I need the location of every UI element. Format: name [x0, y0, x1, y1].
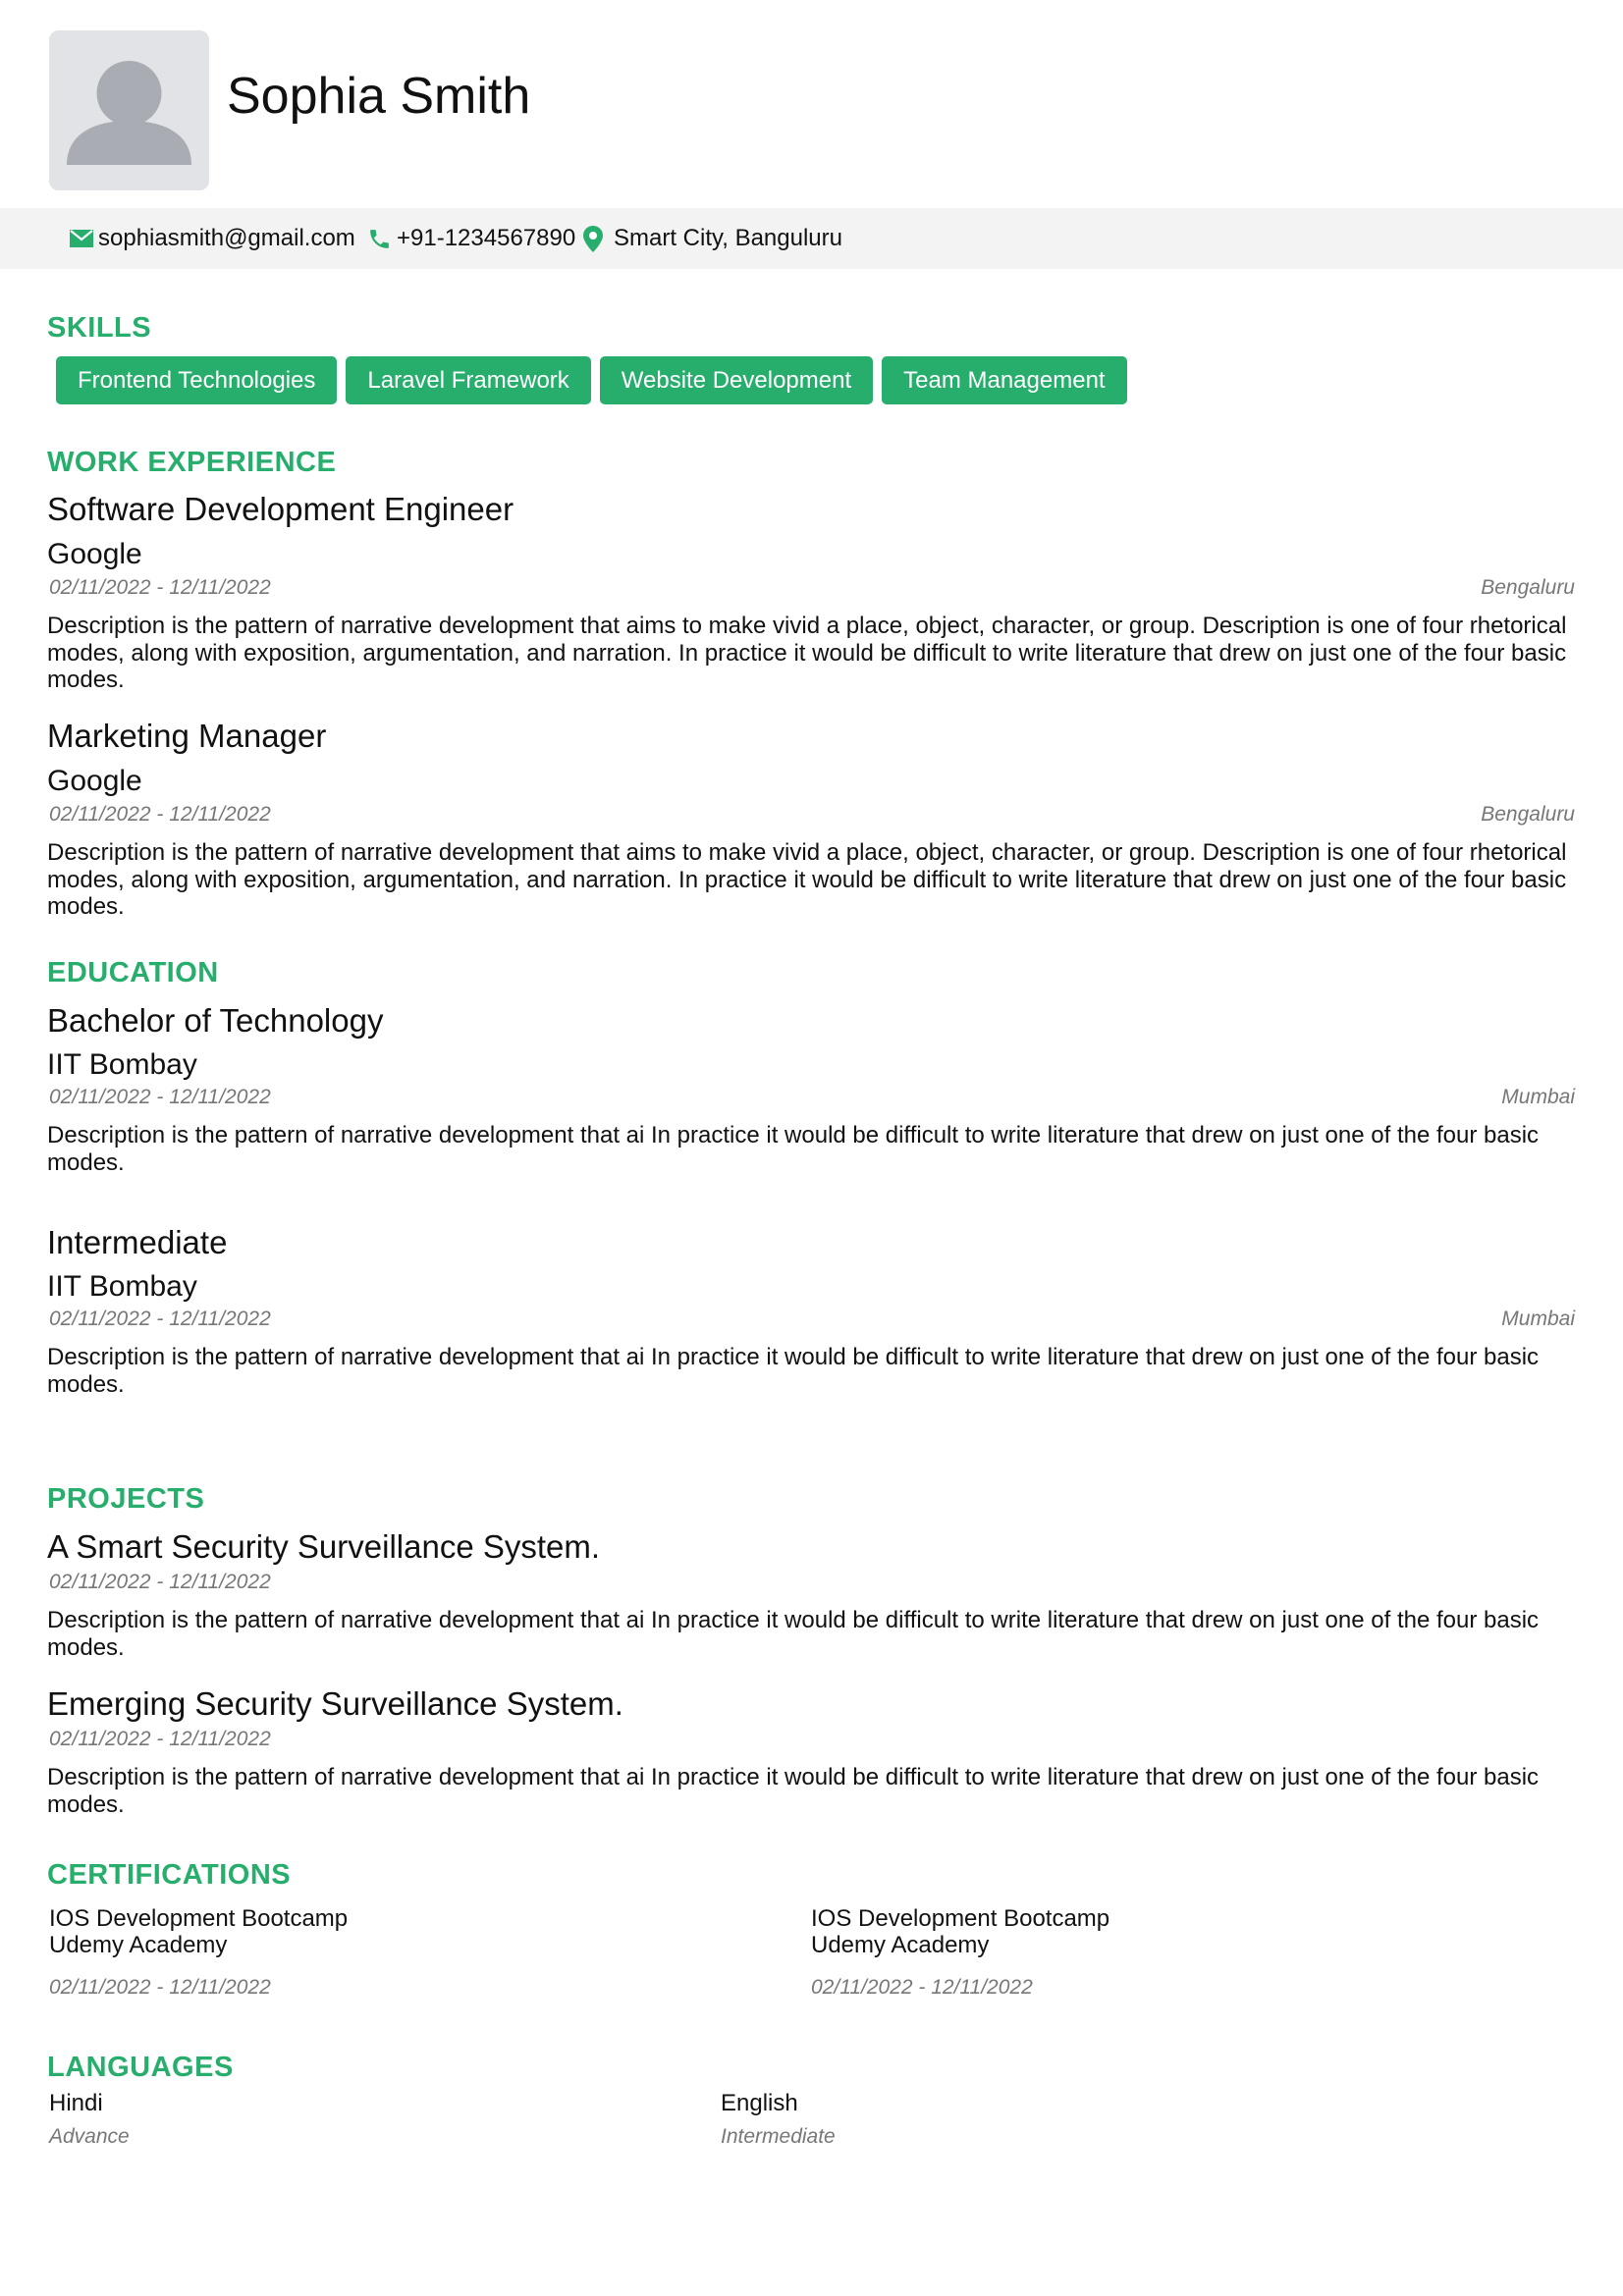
language-level: Advance: [49, 2125, 130, 2148]
phone-text: +91-1234567890: [397, 225, 576, 251]
certification-issuer: Udemy Academy: [49, 1932, 228, 1958]
certification-item: [811, 1905, 1109, 1958]
work-dates: 02/11/2022 - 12/11/2022: [49, 803, 271, 826]
work-company: Google: [47, 765, 142, 797]
language-name: English: [721, 2090, 798, 2116]
certifications-heading: CERTIFICATIONS: [47, 1859, 292, 1891]
work-company: Google: [47, 538, 142, 570]
education-degree: Bachelor of Technology: [47, 1002, 384, 1039]
email-text: sophiasmith@gmail.com: [98, 225, 355, 251]
work-dates: 02/11/2022 - 12/11/2022: [49, 576, 271, 599]
project-name: A Smart Security Surveillance System.: [47, 1528, 601, 1565]
skill-tag: Team Management: [882, 356, 1126, 404]
language-level: Intermediate: [721, 2125, 836, 2148]
skills-heading: SKILLS: [47, 312, 152, 344]
education-dates: 02/11/2022 - 12/11/2022: [49, 1308, 271, 1330]
contact-phone[interactable]: [367, 208, 575, 269]
work-role: Marketing Manager: [47, 718, 327, 754]
projects-heading: PROJECTS: [47, 1483, 205, 1515]
skill-tag: Laravel Framework: [346, 356, 590, 404]
work-description: Description is the pattern of narrative development that aims to make vivid a place, object, character, or group. Description is one of four rhetorical modes, along with exposition, argumentation, and narration. In practice it would be difficult to write literature that drew on just one of the four basic modes.: [47, 839, 1567, 920]
education-location: Mumbai: [1501, 1086, 1575, 1108]
person-placeholder-icon: [49, 30, 209, 190]
certification-dates: 02/11/2022 - 12/11/2022: [49, 1976, 271, 1999]
education-school: IIT Bombay: [47, 1270, 197, 1303]
education-dates: 02/11/2022 - 12/11/2022: [49, 1086, 271, 1108]
contact-email[interactable]: [70, 208, 355, 269]
languages-heading: LANGUAGES: [47, 2052, 234, 2083]
phone-icon: [367, 227, 392, 251]
project-description: Description is the pattern of narrative development that ai In practice it would be difficult to write literature that drew on just one of the four basic modes.: [47, 1764, 1540, 1818]
location-text: Smart City, Banguluru: [614, 225, 842, 251]
location-pin-icon: [583, 226, 603, 252]
project-dates: 02/11/2022 - 12/11/2022: [49, 1728, 271, 1750]
avatar: [49, 30, 209, 190]
work-location: Bengaluru: [1481, 803, 1575, 826]
envelope-icon: [70, 229, 93, 248]
education-location: Mumbai: [1501, 1308, 1575, 1330]
skill-tag: Website Development: [600, 356, 873, 404]
skill-tag: Frontend Technologies: [56, 356, 337, 404]
education-description: Description is the pattern of narrative development that ai In practice it would be difficult to write literature that drew on just one of the four basic modes.: [47, 1344, 1540, 1398]
work-description: Description is the pattern of narrative development that aims to make vivid a place, object, character, or group. Description is one of four rhetorical modes, along with exposition, argumentation, and narration. In practice it would be difficult to write literature that drew on just one of the four basic modes.: [47, 613, 1567, 693]
work-experience-heading: WORK EXPERIENCE: [47, 447, 337, 478]
project-name: Emerging Security Surveillance System.: [47, 1685, 623, 1722]
language-name: Hindi: [49, 2090, 103, 2116]
skills-list: [56, 356, 1127, 404]
certification-item: [49, 1905, 348, 1958]
contact-location: [583, 208, 842, 269]
certification-name: IOS Development Bootcamp: [49, 1905, 349, 1932]
certification-dates: 02/11/2022 - 12/11/2022: [811, 1976, 1033, 1999]
certification-name: IOS Development Bootcamp: [811, 1905, 1110, 1932]
resume-header: [0, 0, 1623, 208]
education-heading: EDUCATION: [47, 957, 219, 988]
certification-issuer: Udemy Academy: [811, 1932, 990, 1958]
project-dates: 02/11/2022 - 12/11/2022: [49, 1571, 271, 1593]
work-role: Software Development Engineer: [47, 491, 514, 527]
project-description: Description is the pattern of narrative development that ai In practice it would be difficult to write literature that drew on just one of the four basic modes.: [47, 1607, 1540, 1661]
education-description: Description is the pattern of narrative development that ai In practice it would be difficult to write literature that drew on just one of the four basic modes.: [47, 1122, 1540, 1176]
education-degree: Intermediate: [47, 1224, 228, 1260]
candidate-name: Sophia Smith: [227, 68, 531, 125]
contact-bar: [0, 208, 1623, 269]
work-location: Bengaluru: [1481, 576, 1575, 599]
education-school: IIT Bombay: [47, 1048, 197, 1081]
